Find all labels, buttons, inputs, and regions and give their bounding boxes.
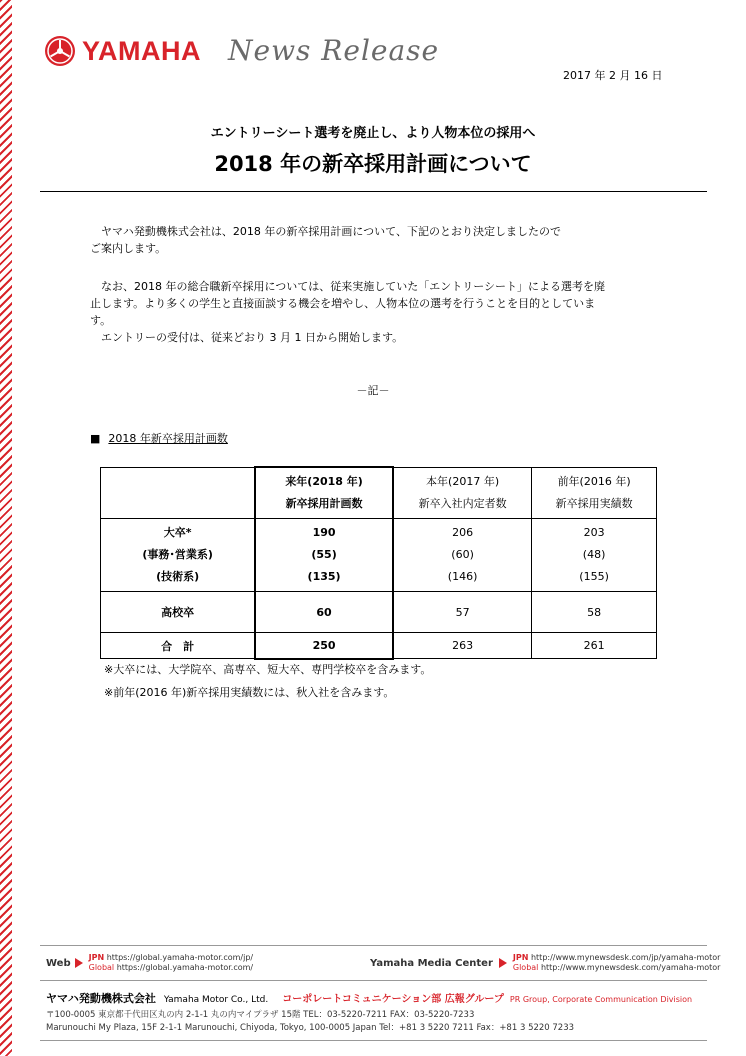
footer-web: [46, 953, 253, 973]
section-title: 2018 年新卒採用計画数: [108, 432, 228, 445]
p2-line3: す。: [90, 314, 112, 327]
footer-divider-bottom: [40, 1040, 707, 1041]
p1-line1: ヤマハ発動機株式会社は、2018 年の新卒採用計画について、下記のとおり決定しましたので: [101, 225, 561, 238]
univ-2017-tech: (146): [447, 570, 478, 583]
hiring-plan-table: [100, 466, 657, 660]
headline-title: 2018 年の新卒採用計画について: [214, 152, 532, 176]
univ-2018-total: 190: [312, 526, 336, 539]
division-jp: コーポレートコミュニケーション部 広報グループ: [282, 994, 504, 1005]
web-jpn-link[interactable]: https://global.yamaha-motor.com/jp/: [106, 953, 254, 962]
univ-2016-cell: [532, 519, 657, 592]
web-global-label: Global: [88, 963, 115, 972]
title-divider: [40, 191, 707, 192]
ki-marker: －記－: [356, 384, 390, 397]
web-label: Web: [46, 957, 71, 969]
company-name-en: Yamaha Motor Co., Ltd.: [163, 995, 269, 1005]
address-jp: 〒100-0005 東京都千代田区丸の内 2-1-1 丸の内マイプラザ 15階 TEL：03-5220-7211 FAX：03-5220-7233: [46, 1010, 475, 1020]
media-global-link[interactable]: http://www.mynewsdesk.com/yamaha-motor: [540, 963, 721, 972]
footer-divider-top: [40, 945, 707, 946]
header-empty-cell: [101, 467, 256, 519]
table-header-row: [101, 467, 657, 519]
note-2: ※前年(2016 年)新卒採用実績数には、秋入社を含みます。: [104, 686, 395, 699]
table-row-highschool: [101, 592, 657, 633]
web-arrow-icon: [75, 958, 83, 968]
univ-2018-cell: [255, 519, 393, 592]
univ-2016-total: 203: [583, 526, 605, 539]
paragraph-2: [90, 278, 680, 346]
division-en: PR Group, Corporate Communication Division: [509, 995, 693, 1004]
header-2018: [255, 467, 393, 519]
table-row-total: [101, 633, 657, 659]
footer-divider-mid: [40, 980, 707, 981]
news-release-label: News Release: [228, 34, 440, 67]
univ-2017-admin: (60): [451, 548, 474, 561]
web-global-link[interactable]: https://global.yamaha-motor.com/: [116, 963, 254, 972]
univ-2018-admin: (55): [311, 548, 337, 561]
paragraph-1: [90, 223, 680, 257]
univ-2016-tech: (155): [579, 570, 609, 583]
paragraph-3: エントリーの受付は、従来どおり 3 月 1 日から開始します。: [101, 331, 404, 344]
header-2018-line2: 新卒採用計画数: [285, 497, 363, 510]
header-2016-line1: 前年(2016 年): [557, 474, 631, 488]
univ-2017-cell: [393, 519, 532, 592]
highschool-2018: 60: [255, 592, 393, 633]
univ-2018-tech: (135): [307, 570, 341, 583]
company-name-jp: ヤマハ発動機株式会社: [46, 992, 156, 1005]
p2-line1: なお、2018 年の総合職新卒採用については、従来実施していた「エントリーシート」による選考を廃: [101, 280, 606, 293]
note-1: ※大卒には、大学院卒、高専卒、短大卒、専門学校卒を含みます。: [104, 663, 432, 676]
univ-tech-label: (技術系): [156, 570, 200, 583]
header-2017: [393, 467, 532, 519]
p2-line2: 止します。より多くの学生と直接面談する機会を増やし、人物本位の選考を行うことを目的としていま: [90, 297, 596, 310]
media-arrow-icon: [499, 958, 507, 968]
headline-subtitle: エントリーシート選考を廃止し、より人物本位の採用へ: [210, 126, 536, 141]
header-2016-line2: 新卒採用実績数: [555, 496, 633, 510]
header-2018-line1: 来年(2018 年): [285, 475, 363, 488]
univ-label: 大卒*: [163, 526, 192, 539]
media-jpn-link[interactable]: http://www.mynewsdesk.com/jp/yamaha-motor: [530, 953, 721, 962]
web-urls: [89, 953, 254, 973]
section-heading: [90, 430, 228, 446]
media-urls: [513, 953, 721, 973]
total-2016: 261: [532, 633, 657, 659]
total-label: 合 計: [101, 633, 256, 659]
univ-label-cell: [101, 519, 256, 592]
univ-2017-total: 206: [452, 526, 474, 539]
footer-company: [46, 990, 692, 1006]
highschool-label: 高校卒: [101, 592, 256, 633]
univ-admin-label: (事務･営業系): [142, 548, 213, 561]
table-row-univ: [101, 519, 657, 592]
release-date: 2017 年 2 月 16 日: [563, 69, 663, 82]
address-en: Marunouchi My Plaza, 15F 2-1-1 Marunouchi, Chiyoda, Tokyo, 100-0005 Japan Tel：+81 3 5220 7211 Fax：+81 3 5220 7233: [46, 1023, 575, 1033]
header-2016: [532, 467, 657, 519]
section-square-icon: ■: [90, 432, 101, 445]
logo-wordmark: YAMAHA: [82, 35, 202, 66]
tuning-fork-emblem-icon: [44, 35, 76, 67]
yamaha-logo: [44, 33, 201, 69]
total-2017: 263: [393, 633, 532, 659]
footer-media-center: [370, 953, 720, 973]
media-global-label: Global: [512, 963, 539, 972]
highschool-2017: 57: [393, 592, 532, 633]
header-2017-line2: 新卒入社内定者数: [418, 496, 507, 510]
highschool-2016: 58: [532, 592, 657, 633]
web-jpn-label: JPN: [88, 953, 105, 962]
total-2018: 250: [255, 633, 393, 659]
media-label: Yamaha Media Center: [370, 957, 493, 969]
media-jpn-label: JPN: [512, 953, 529, 962]
header-2017-line1: 本年(2017 年): [426, 474, 500, 488]
univ-2016-admin: (48): [582, 548, 606, 561]
p1-line2: ご案内します。: [90, 242, 167, 255]
